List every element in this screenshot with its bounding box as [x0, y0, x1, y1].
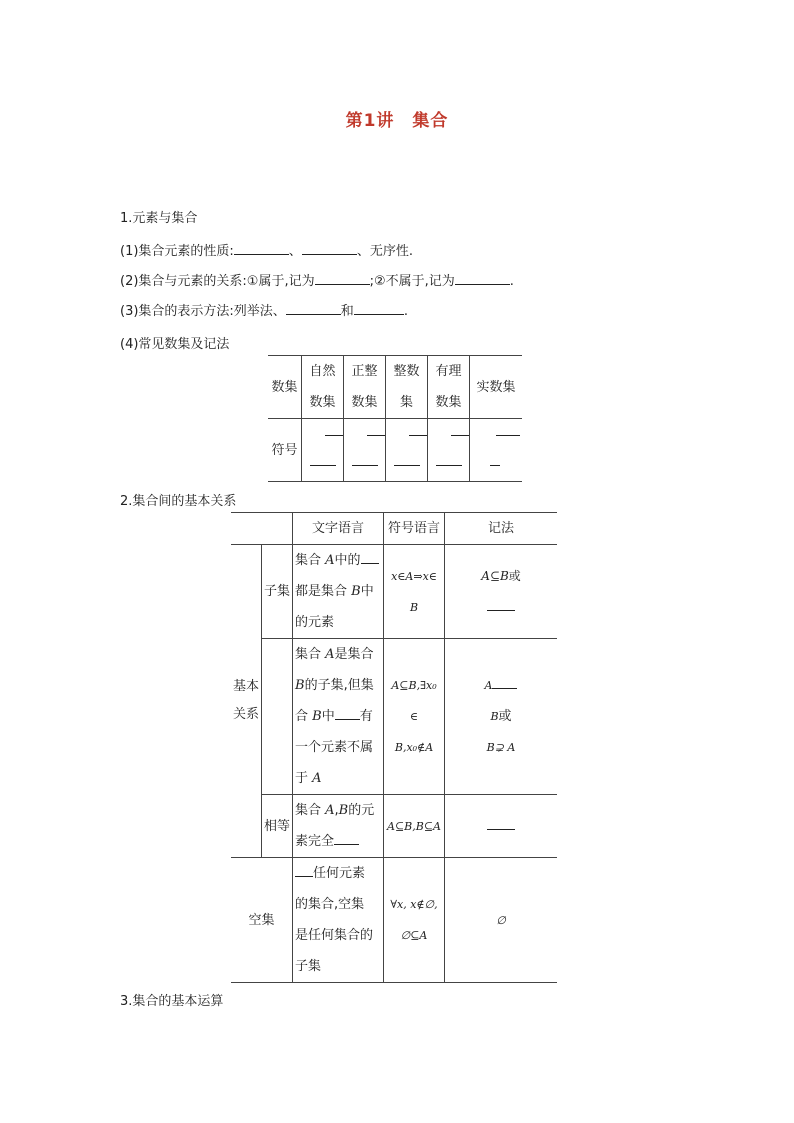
cell: A⊆B,∃x₀ ∈ B,x₀∉A	[384, 639, 445, 795]
cell: x∈A⇒x∈ B	[384, 545, 445, 639]
cell	[262, 639, 293, 795]
cell	[445, 795, 558, 858]
cell: 相等	[262, 795, 293, 858]
blank	[315, 273, 370, 285]
table-row	[231, 639, 557, 795]
cell: 集合 A中的 都是集合 B中 的元素	[293, 545, 384, 639]
blank	[286, 303, 341, 315]
cell: A B或 B⊋ A	[445, 639, 558, 795]
header-cell: 文字语言	[293, 513, 384, 545]
page-title: 第1讲 集合	[345, 111, 449, 131]
cell: 实数集	[470, 356, 523, 419]
table-row	[231, 858, 557, 983]
table-row	[231, 545, 557, 639]
cell: 集合 A是集合 B的子集,但集 合 B中 有 一个元素不属 于 A	[293, 639, 384, 795]
cell: A⊆B或	[445, 545, 558, 639]
cell: 符号	[268, 419, 302, 482]
cell: A⊆B,B⊆A	[384, 795, 445, 858]
number-sets-table	[268, 355, 522, 482]
set-relations-table	[231, 512, 557, 983]
cell: 集合 A,B的元 素完全	[293, 795, 384, 858]
section2-heading: 2.集合间的基本关系	[120, 494, 237, 509]
blank	[302, 243, 357, 255]
cell: ∀x, x∉∅, ∅⊆A	[384, 858, 445, 983]
item4-line: (4)常见数集及记法	[120, 337, 230, 352]
item3-line: (3)集合的表示方法:列举法、 和 .	[120, 304, 408, 319]
blank	[354, 303, 404, 315]
item1-line: (1)集合元素的性质: 、 、无序性.	[120, 244, 413, 259]
cell: 数集	[268, 356, 302, 419]
item2-line: (2)集合与元素的关系:①属于,记为 ;②不属于,记为 .	[120, 274, 514, 289]
cell: 有理 数集	[428, 356, 470, 419]
table-row	[268, 356, 522, 419]
cell	[386, 419, 428, 482]
blank	[234, 243, 289, 255]
cell: 子集	[262, 545, 293, 639]
header-cell: 符号语言	[384, 513, 445, 545]
cell: 空集	[231, 858, 293, 983]
section3-heading: 3.集合的基本运算	[120, 994, 224, 1009]
table-row	[268, 419, 522, 482]
section1-heading: 1.元素与集合	[120, 211, 198, 226]
cell	[302, 419, 344, 482]
header-cell: 记法	[445, 513, 558, 545]
cell: ∅	[445, 858, 558, 983]
cell: 整数 集	[386, 356, 428, 419]
cell	[470, 419, 523, 482]
cell	[428, 419, 470, 482]
cell	[231, 513, 293, 545]
group-cell: 基本 关系	[231, 545, 262, 858]
cell: 正整 数集	[344, 356, 386, 419]
table-row	[231, 513, 557, 545]
cell: 任何元素 的集合,空集 是任何集合的 子集	[293, 858, 384, 983]
blank	[455, 273, 510, 285]
cell: 自然 数集	[302, 356, 344, 419]
table-row	[231, 795, 557, 858]
cell	[344, 419, 386, 482]
